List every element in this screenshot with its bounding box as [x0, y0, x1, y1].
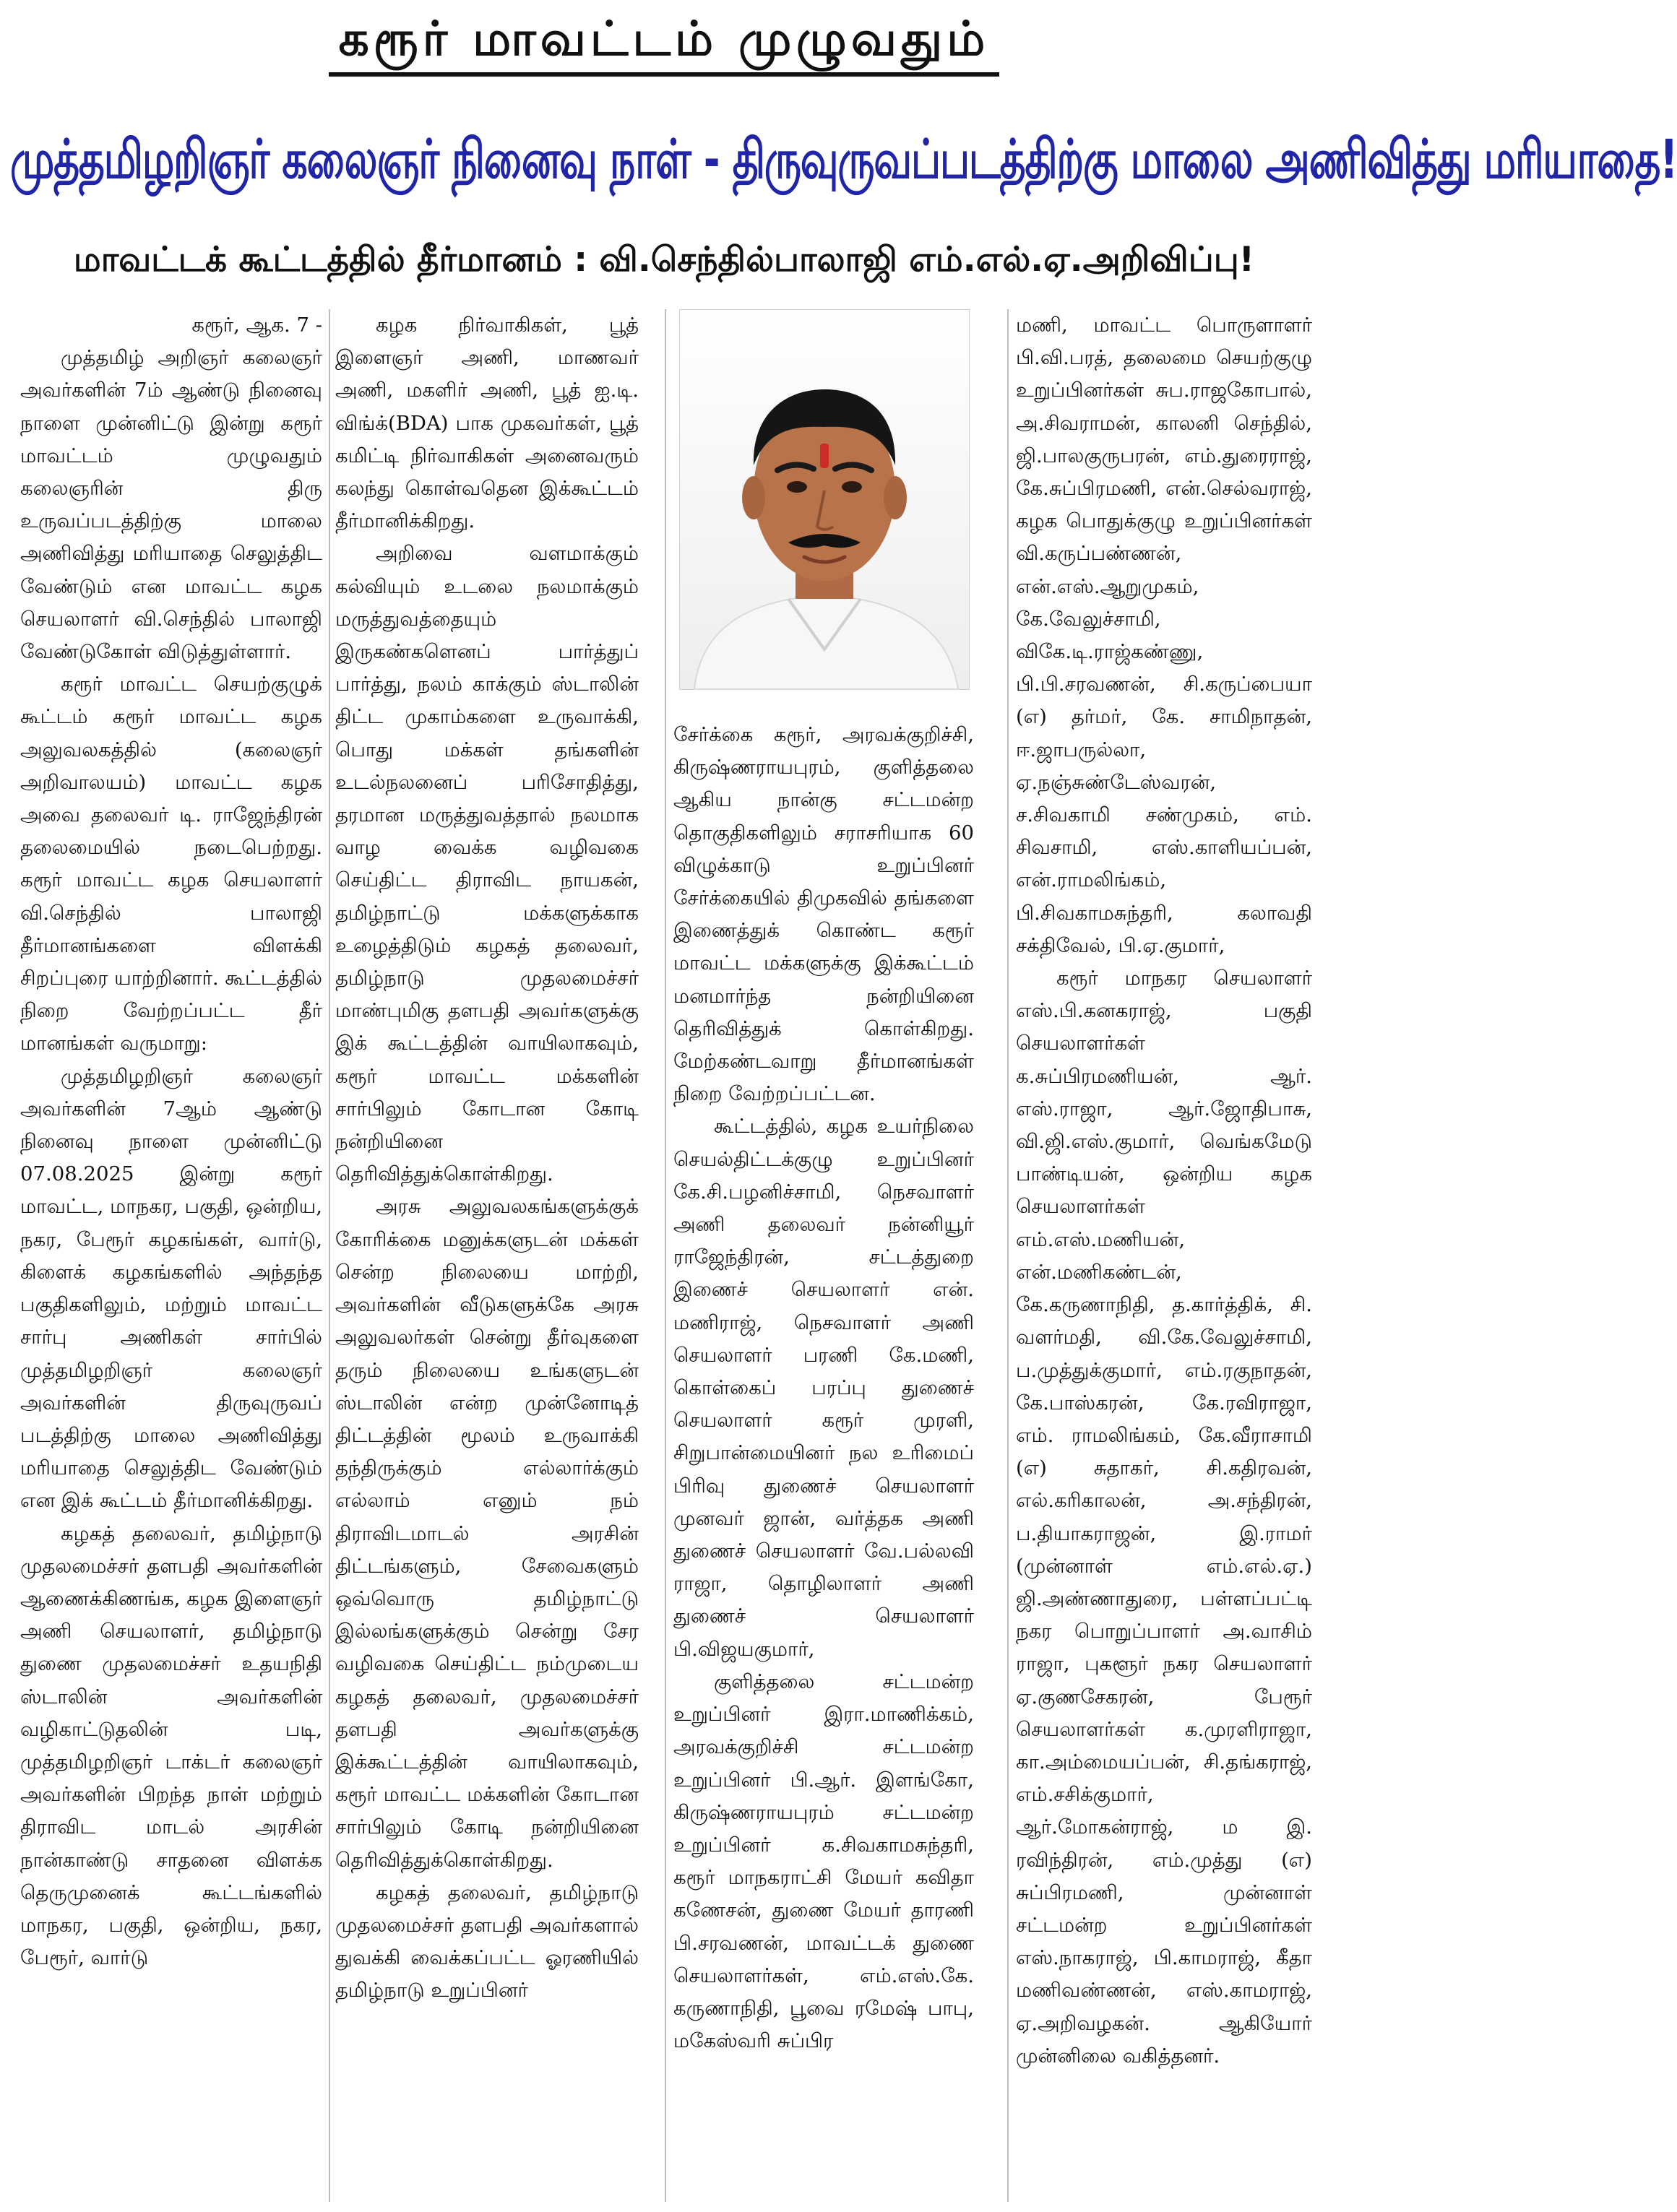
paragraph: முத்தமிழறிஞர் கலைஞர் அவர்களின் 7ஆம் ஆண்டு நினைவு நாளை முன்னிட்டு 07.08.2025 இன்று கரூர் மாவட்ட, மாநகர, பகுதி, ஒன்றிய, நகர, பேரூர் கழகங்கள், வார்டு, கிளைக் கழகங்களில் அந்தந்த பகுதிகளிலும், மற்றும் மாவட்ட சார்பு அணிகள் சார்பில் முத்தமிழறிஞர் கலைஞர் அவர்களின் திருவுருவப் படத்திற்கு மாலை அணிவித்து மரியாதை செலுத்திட வேண்டும் என இக் கூட்டம் தீர்மானிக்கிறது. [20, 1064, 322, 1513]
paragraph: அரசு அலுவலகங்களுக்குக் கோரிக்கை மனுக்களுடன் மக்கள் சென்ற நிலையை மாற்றி, அவர்களின் வீடுகளுக்கே அரசு அலுவலர்கள் சென்று தீர்வுகளை தரும் நிலையை உங்களுடன் ஸ்டாலின் என்ற முன்னோடித் திட்டத்தின் மூலம் உருவாக்கி தந்திருக்கும் எல்லார்க்கும் எல்லாம் எனும் நம் திராவிடமாடல் அரசின் திட்டங்களும், சேவைகளும் ஒவ்வொரு தமிழ்நாட்டு இல்லங்களுக்கும் சென்று சேர வழிவகை செய்திட்ட நம்முடைய கழகத் தலைவர், முதலமைச்சர் தளபதி அவர்களுக்கு இக்கூட்டத்தின் வாயிலாகவும், கரூர் மாவட்ட மக்களின் கோடான சார்பிலும் கோடி நன்றியினை தெரிவித்துக்கொள்கிறது. [335, 1195, 639, 1872]
portrait-photo [679, 309, 970, 690]
paragraph: குளித்தலை சட்டமன்ற உறுப்பினர் இரா.மாணிக்கம், அரவக்குறிச்சி சட்டமன்ற உறுப்பினர் பி.ஆர். இளங்கோ, கிருஷ்ணராயபுரம் சட்டமன்ற உறுப்பினர் க.சிவகாமசுந்தரி, கரூர் மாநகராட்சி மேயர் கவிதா கணேசன், துணை மேயர் தாரணி பி.சரவணன், மாவட்டக் துணை செயலாளர்கள், எம்.எஸ்.கே. கருணாநிதி, பூவை ரமேஷ் பாபு, மகேஸ்வரி சுப்பிர [673, 1669, 974, 2053]
dateline: கரூர், ஆக. 7 - [191, 314, 322, 337]
column-divider [1007, 309, 1009, 2202]
article-column-2 [335, 309, 639, 2202]
portrait-illustration [680, 310, 969, 689]
article-column-4 [1016, 309, 1312, 2202]
paragraph: கரூர் மாநகர செயலாளர் எஸ்.பி.கனகராஜ், பகுதி செயலாளர்கள் க.சுப்பிரமணியன், ஆர். எஸ்.ராஜா, ஆர்.ஜோதிபாசு, வி.ஜி.எஸ்.குமார், வெங்கமேடு பாண்டியன், ஒன்றிய கழக செயலாளர்கள் எம்.எஸ்.மணியன், என்.மணிகண்டன், கே.கருணாநிதி, த.கார்த்திக், சி. வளர்மதி, வி.கே.வேலுச்சாமி, ப.முத்துக்குமார், எம்.ரகுநாதன், கே.பாஸ்கரன், கே.ரவிராஜா, எம். ராமலிங்கம், கே.வீராசாமி (எ) சுதாகர், சி.கதிரவன், எல்.கரிகாலன், அ.சந்திரன், ப.தியாகராஜன், இ.ராமர் (முன்னாள் எம்.எல்.ஏ.) ஜி.அண்ணாதுரை, பள்ளப்பட்டி நகர பொறுப்பாளர் அ.வாசிம் ராஜா, புகளூர் நகர செயலாளர் ஏ.குணசேகரன், பேரூர் செயலாளர்கள் க.முரளிராஜா, கா.அம்மையப்பன், சி.தங்கராஜ், எம்.சசிக்குமார், ஆர்.மோகன்ராஜ், ம இ. ரவிந்திரன், எம்.முத்து (எ) சுப்பிரமணி, முன்னாள் சட்டமன்ற உறுப்பினர்கள் எஸ்.நாகராஜ், பி.காமராஜ், கீதா மணிவண்ணன், எஸ்.காமராஜ், ஏ.அறிவழகன். ஆகியோர் முன்னிலை வகித்தனர். [1016, 967, 1312, 2068]
paragraph: கரூர் மாவட்ட செயற்குழுக் கூட்டம் கரூர் மாவட்ட கழக அலுவலகத்தில் (கலைஞர் அறிவாலயம்) மாவட்ட கழக அவை தலைவர் டி. ராஜேந்திரன் தலைமையில் நடைபெற்றது. கரூர் மாவட்ட கழக செயலாளர் வி.செந்தில் பாலாஜி தீர்மானங்களை விளக்கி சிறப்புரை யாற்றினார். கூட்டத்தில் நிறை வேற்றப்பட்ட தீர் மானங்கள் வருமாறு: [20, 673, 322, 1055]
paragraph: கழகத் தலைவர், தமிழ்நாடு முதலமைச்சர் தளபதி அவர்களின் ஆணைக்கிணங்க, கழக இளைஞர் அணி செயலாளர், தமிழ்நாடு துணை முதலமைச்சர் உதயநிதி ஸ்டாலின் அவர்களின் வழிகாட்டுதலின் படி, முத்தமிழறிஞர் டாக்டர் கலைஞர் அவர்களின் பிறந்த நாள் மற்றும் திராவிட மாடல் அரசின் நான்காண்டு சாதனை விளக்க தெருமுனைக் கூட்டங்களில் மாநகர, பகுதி, ஒன்றிய, நகர, பேரூர், வார்டு [20, 1521, 322, 1970]
article-column-1 [20, 309, 322, 2202]
column-divider [665, 309, 666, 2202]
column-divider [329, 309, 330, 2202]
paragraph: முத்தமிழ் அறிஞர் கலைஞர் அவர்களின் 7ம் ஆண்டு நினைவு நாளை முன்னிட்டு இன்று கரூர் மாவட்டம் முழுவதும் கலைஞரின் திரு உருவப்படத்திற்கு மாலை அணிவித்து மரியாதை செலுத்திட வேண்டும் என மாவட்ட கழக செயலாளர் வி.செந்தில் பாலாஜி வேண்டுகோள் விடுத்துள்ளார். [20, 346, 322, 664]
paragraph: கழகத் தலைவர், தமிழ்நாடு முதலமைச்சர் தளபதி அவர்களால் துவக்கி வைக்கப்பட்ட ஓரணியில் தமிழ்நாடு உறுப்பினர் [335, 1880, 639, 2003]
kicker: கரூர் மாவட்டம் முழுவதும் [329, 10, 1000, 77]
headline: முத்தமிழறிஞர் கலைஞர் நினைவு நாள் - திருவுருவப்படத்திற்கு மாலை அணிவித்து மரியாதை! [10, 128, 1677, 191]
paragraph: மணி, மாவட்ட பொருளாளர் பி.வி.பரத், தலைமை செயற்குழு உறுப்பினர்கள் சுப.ராஜகோபால், அ.சிவராமன், காலனி செந்தில், ஜி.பாலகுருபரன், எம்.துரைராஜ், கே.சுப்பிரமணி, என்.செல்வராஜ், கழக பொதுக்குழு உறுப்பினர்கள் வி.கருப்பண்ணன், என்.எஸ்.ஆறுமுகம், கே.வேலுச்சாமி, விகே.டி.ராஜ்கண்ணு, பி.பி.சரவணன், சி.கருப்பையா (எ) தர்மர், கே. சாமிநாதன், ஈ.ஜாபருல்லா, ஏ.நஞ்சுண்டேஸ்வரன், ச.சிவகாமி சண்முகம், எம். சிவசாமி, எஸ்.காளியப்பன், என்.ராமலிங்கம், பி.சிவகாமசுந்தரி, கலாவதி சக்திவேல், பி.ஏ.குமார், [1016, 314, 1312, 957]
paragraph: கழக நிர்வாகிகள், பூத் இளைஞர் அணி, மாணவர் அணி, மகளிர் அணி, பூத் ஐ.டி. விங்க்(BDA) பாக முகவர்கள், பூத் கமிட்டி நிர்வாகிகள் அனைவரும் கலந்து கொள்வதென இக்கூட்டம் தீர்மானிக்கிறது. [335, 314, 639, 533]
kicker-wrap [0, 10, 1328, 77]
article-column-3 [673, 719, 974, 2203]
paragraph: கூட்டத்தில், கழக உயர்நிலை செயல்திட்டக்குழு உறுப்பினர் கே.சி.பழனிச்சாமி, நெசவாளர் அணி தலைவர் நன்னியூர் ராஜேந்திரன், சட்டத்துறை இணைச் செயலாளர் என். மணிராஜ், நெசவாளர் அணி செயலாளர் பரணி கே.மணி, கொள்கைப் பரப்பு துணைச் செயலாளர் கரூர் முரளி, சிறுபான்மையினர் நல உரிமைப் பிரிவு துணைச் செயலாளர் முனவர் ஜான், வர்த்தக அணி துணைச் செயலாளர் வே.பல்லவி ராஜா, தொழிலாளர் அணி துணைச் செயலாளர் பி.விஜயகுமார், [673, 1115, 974, 1661]
subheadline: மாவட்டக் கூட்டத்தில் தீர்மானம் : வி.செந்தில்பாலாஜி எம்.எல்.ஏ.அறிவிப்பு! [73, 240, 1255, 280]
paragraph: சேர்க்கை கரூர், அரவக்குறிச்சி, கிருஷ்ணராயபுரம், குளித்தலை ஆகிய நான்கு சட்டமன்ற தொகுதிகளிலும் சராசரியாக 60 விழுக்காடு உறுப்பினர் சேர்க்கையில் திமுகவில் தங்களை இணைத்துக் கொண்ட கரூர் மாவட்ட மக்களுக்கு இக்கூட்டம் மனமார்ந்த நன்றியினை தெரிவித்துக் கொள்கிறது. மேற்கண்டவாறு தீர்மானங்கள் நிறை வேற்றப்பட்டன. [673, 723, 974, 1106]
paragraph: அறிவை வளமாக்கும் கல்வியும் உடலை நலமாக்கும் மருத்துவத்தையும் இருகண்களெனப் பார்த்துப் பார்த்து, நலம் காக்கும் ஸ்டாலின் திட்ட முகாம்களை உருவாக்கி, பொது மக்கள் தங்களின் உடல்நலனைப் பரிசோதித்து, தரமான மருத்துவத்தால் நலமாக வாழ வைக்க வழிவகை செய்திட்ட திராவிட நாயகன், தமிழ்நாட்டு மக்களுக்காக உழைத்திடும் கழகத் தலைவர், தமிழ்நாடு முதலமைச்சர் மாண்புமிகு தளபதி அவர்களுக்கு இக் கூட்டத்தின் வாயிலாகவும், கரூர் மாவட்ட மக்களின் சார்பிலும் கோடான கோடி நன்றியினை தெரிவித்துக்கொள்கிறது. [335, 542, 639, 1186]
